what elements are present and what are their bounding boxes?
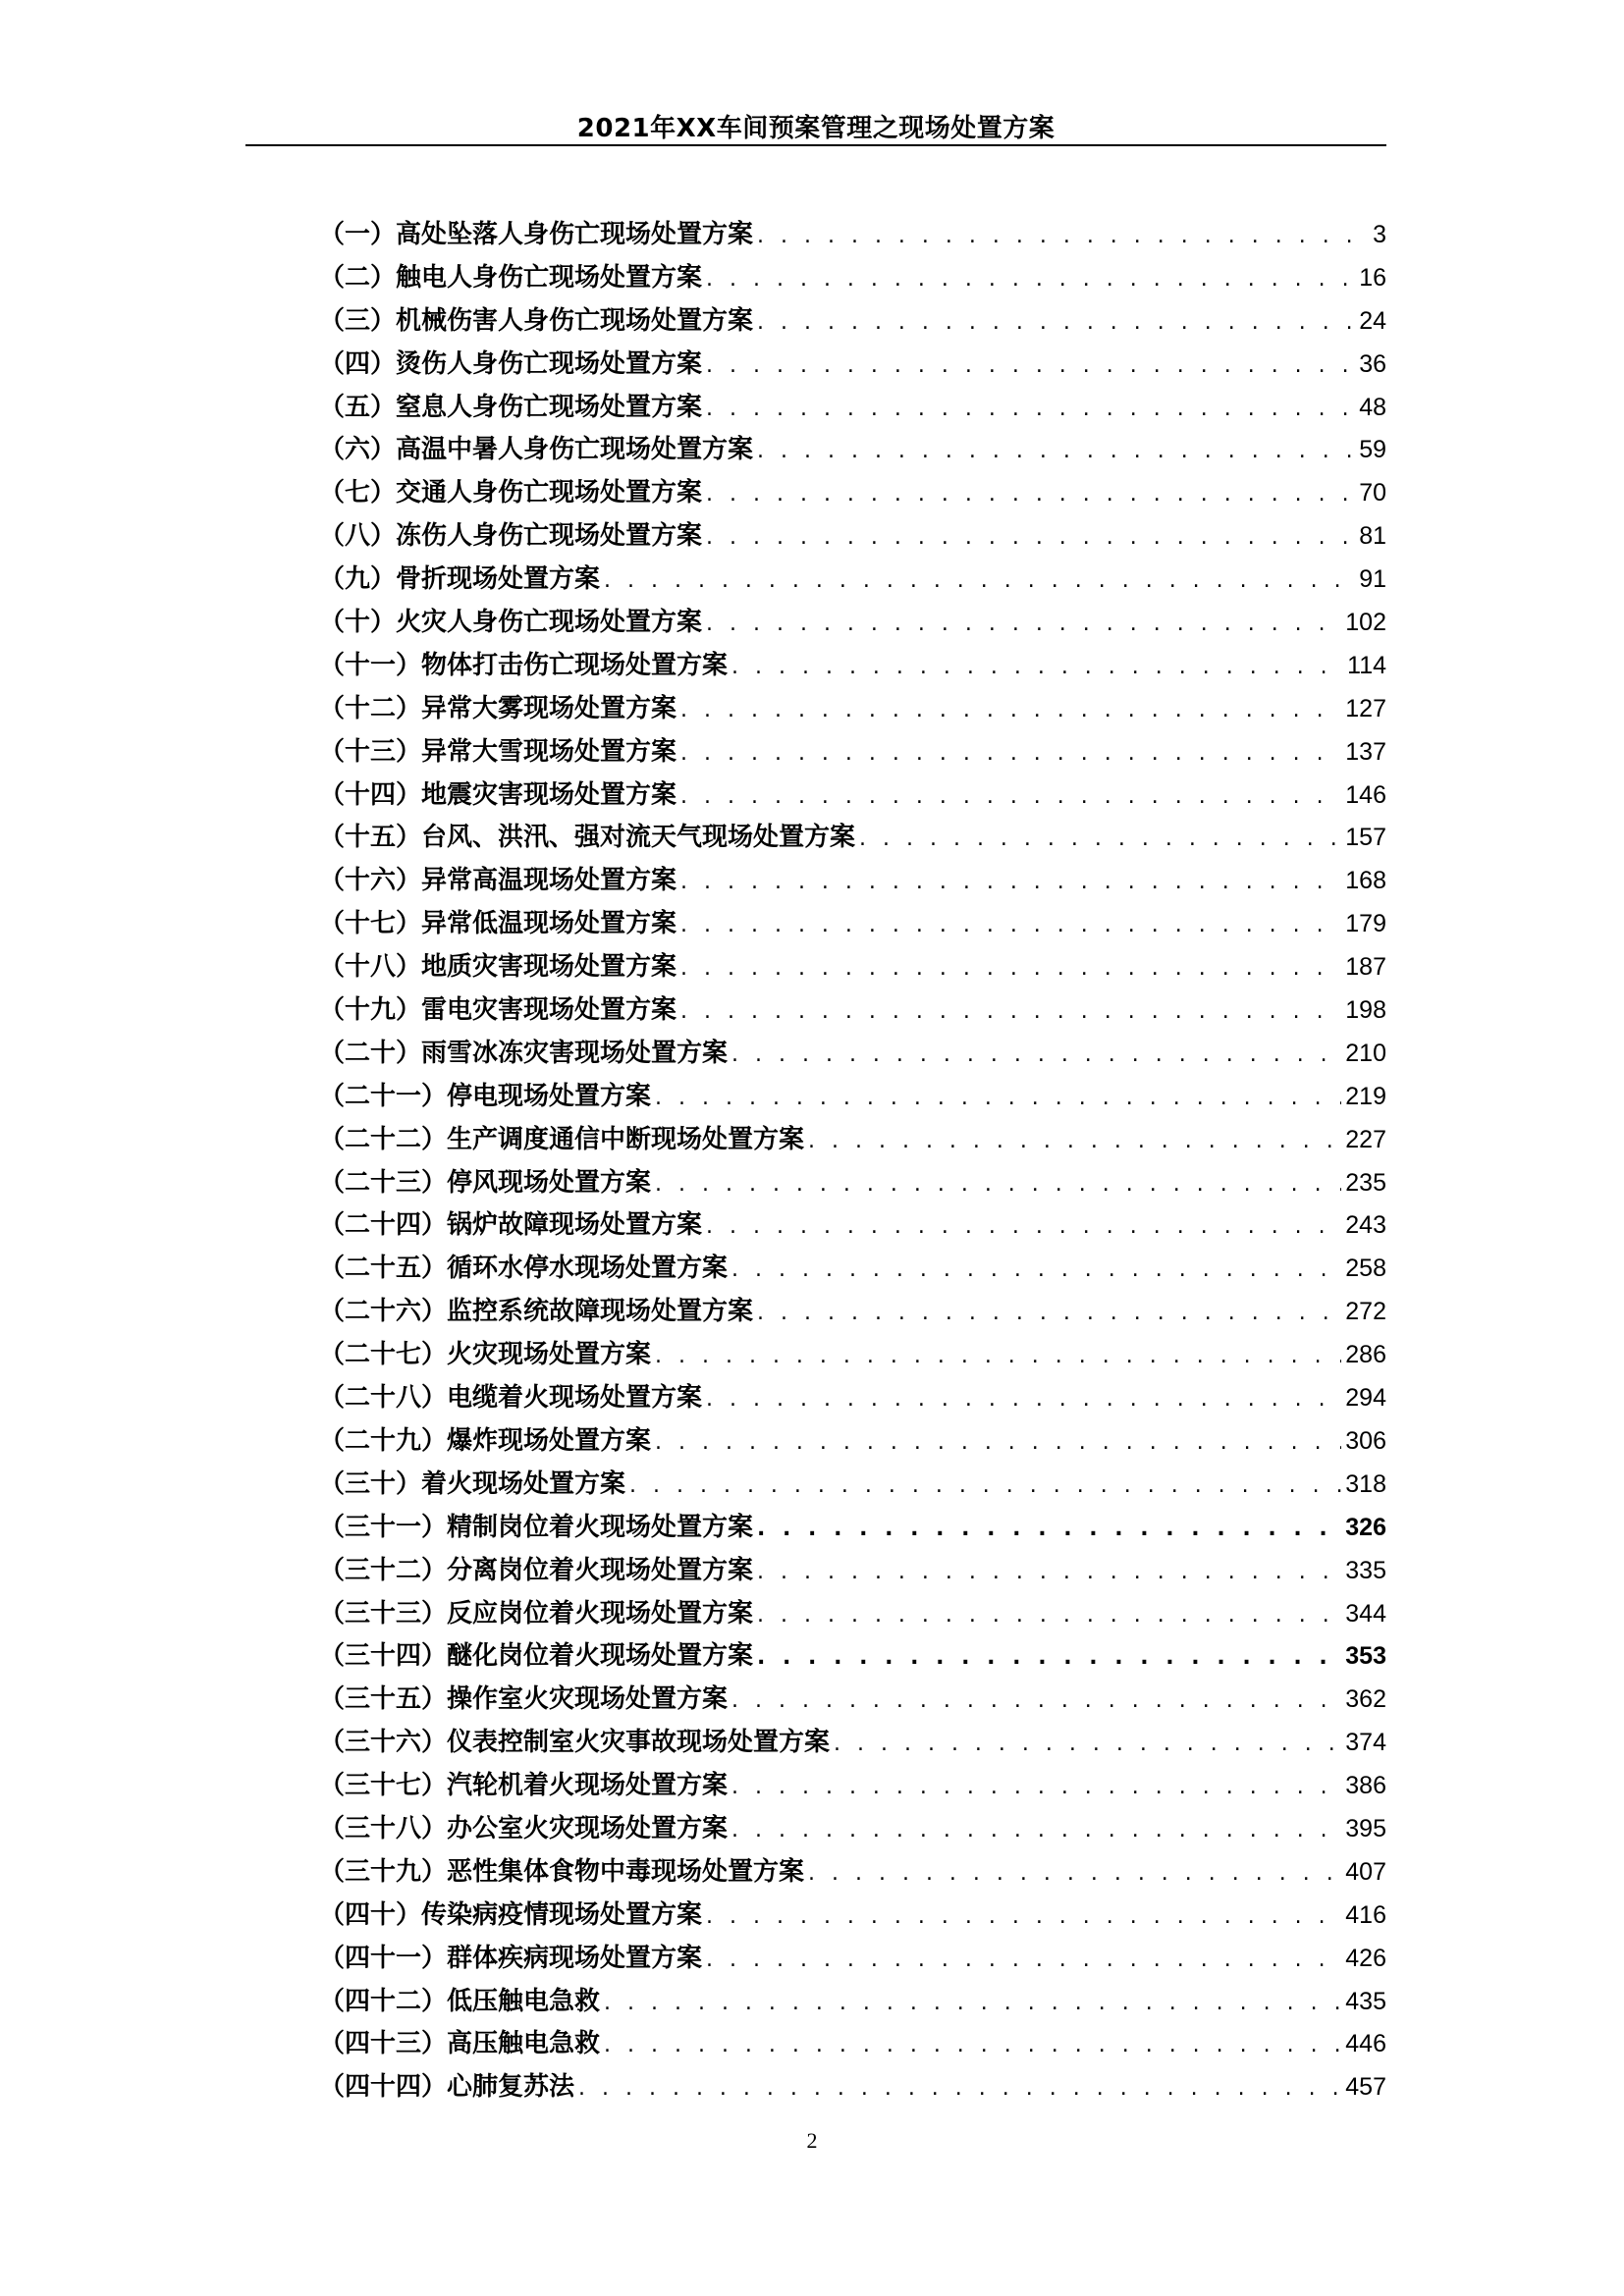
- toc-entry-page: 127: [1345, 694, 1386, 722]
- toc-entry[interactable]: [319, 817, 1386, 860]
- toc-entry[interactable]: [319, 559, 1386, 602]
- toc-entry-page: 395: [1345, 1814, 1386, 1842]
- toc-entry[interactable]: [319, 1464, 1386, 1507]
- toc-entry[interactable]: [319, 1076, 1386, 1119]
- toc-dot-leader: [808, 1852, 1341, 1896]
- toc-entry[interactable]: [319, 1507, 1386, 1550]
- toc-entry[interactable]: [319, 515, 1386, 559]
- toc-entry-title: （二十）雨雪冰冻灾害现场处置方案: [319, 1038, 729, 1068]
- toc-dot-leader: [706, 1939, 1341, 1982]
- toc-entry[interactable]: [319, 1420, 1386, 1464]
- toc-dot-leader: [578, 2067, 1341, 2110]
- toc-dot-leader: [604, 1982, 1341, 2025]
- toc-entry[interactable]: [319, 946, 1386, 989]
- toc-dot-leader: [706, 345, 1355, 388]
- toc-dot-leader: [757, 1594, 1341, 1637]
- table-of-contents: [319, 214, 1386, 2109]
- toc-entry-page: 318: [1345, 1469, 1386, 1498]
- toc-entry-page: 426: [1345, 1944, 1386, 1972]
- toc-entry-title: （五）窒息人身伤亡现场处置方案: [319, 392, 703, 422]
- toc-dot-leader: [706, 603, 1341, 646]
- toc-entry-title: （三十六）仪表控制室火灾事故现场处置方案: [319, 1728, 831, 1758]
- toc-entry-title: （二十一）停电现场处置方案: [319, 1081, 652, 1111]
- toc-entry-title: （三十）着火现场处置方案: [319, 1468, 626, 1499]
- toc-dot-leader: [731, 1249, 1341, 1292]
- toc-entry-title: （三十八）办公室火灾现场处置方案: [319, 1813, 729, 1843]
- toc-entry[interactable]: [319, 903, 1386, 946]
- toc-entry-page: 353: [1345, 1642, 1386, 1671]
- toc-entry-title: （三十九）恶性集体食物中毒现场处置方案: [319, 1856, 805, 1887]
- toc-entry-title: （十八）地质灾害现场处置方案: [319, 952, 677, 983]
- toc-dot-leader: [859, 818, 1341, 861]
- toc-entry[interactable]: [319, 1679, 1386, 1722]
- toc-entry-title: （四十四）心肺复苏法: [319, 2072, 575, 2103]
- toc-entry[interactable]: [319, 257, 1386, 300]
- toc-entry-page: 227: [1345, 1125, 1386, 1153]
- toc-entry-title: （十三）异常大雪现场处置方案: [319, 736, 677, 767]
- toc-entry-page: 386: [1345, 1772, 1386, 1800]
- toc-dot-leader: [706, 1205, 1341, 1249]
- toc-entry[interactable]: [319, 1162, 1386, 1205]
- toc-dot-leader: [757, 1551, 1341, 1594]
- toc-entry-title: （三）机械伤害人身伤亡现场处置方案: [319, 305, 754, 336]
- page-header-title: 2021年XX车间预案管理之现场处置方案: [576, 114, 1056, 143]
- toc-entry-page: 157: [1345, 824, 1386, 852]
- toc-entry[interactable]: [319, 774, 1386, 818]
- toc-entry[interactable]: [319, 1635, 1386, 1679]
- toc-entry[interactable]: [319, 1119, 1386, 1162]
- toc-entry-title: （二十八）电缆着火现场处置方案: [319, 1383, 703, 1414]
- toc-dot-leader: [655, 1421, 1341, 1465]
- toc-entry-title: （八）冻伤人身伤亡现场处置方案: [319, 521, 703, 552]
- toc-entry[interactable]: [319, 645, 1386, 688]
- toc-dot-leader: [757, 1636, 1341, 1680]
- toc-entry-page: 81: [1359, 522, 1386, 551]
- toc-entry-title: （十一）物体打击伤亡现场处置方案: [319, 650, 729, 680]
- toc-entry-page: 306: [1345, 1426, 1386, 1455]
- toc-entry[interactable]: [319, 472, 1386, 515]
- toc-entry-title: （十二）异常大雾现场处置方案: [319, 693, 677, 723]
- toc-entry-title: （三十七）汽轮机着火现场处置方案: [319, 1771, 729, 1801]
- toc-entry-page: 210: [1345, 1039, 1386, 1067]
- toc-entry-page: 3: [1373, 221, 1386, 248]
- toc-dot-leader: [757, 215, 1369, 258]
- toc-dot-leader: [808, 1120, 1341, 1163]
- toc-entry-title: （三十三）反应岗位着火现场处置方案: [319, 1598, 754, 1629]
- toc-dot-leader: [680, 947, 1341, 990]
- toc-entry-page: 335: [1345, 1556, 1386, 1584]
- toc-entry-title: （四十三）高压触电急救: [319, 2029, 601, 2059]
- toc-entry-title: （二十七）火灾现场处置方案: [319, 1340, 652, 1370]
- toc-dot-leader: [757, 1508, 1341, 1551]
- toc-entry-page: 59: [1359, 436, 1386, 464]
- toc-entry-title: （九）骨折现场处置方案: [319, 564, 601, 595]
- toc-entry-title: （十五）台风、洪汛、强对流天气现场处置方案: [319, 823, 856, 853]
- toc-entry-title: （六）高温中暑人身伤亡现场处置方案: [319, 435, 754, 465]
- toc-dot-leader: [680, 990, 1341, 1034]
- toc-entry-title: （三十一）精制岗位着火现场处置方案: [319, 1512, 754, 1542]
- toc-entry-title: （四）烫伤人身伤亡现场处置方案: [319, 348, 703, 379]
- toc-entry-page: 48: [1359, 393, 1386, 421]
- toc-entry-page: 146: [1345, 780, 1386, 809]
- toc-entry-title: （二十二）生产调度通信中断现场处置方案: [319, 1124, 805, 1154]
- toc-entry-title: （十九）雷电灾害现场处置方案: [319, 995, 677, 1026]
- toc-entry[interactable]: [319, 214, 1386, 257]
- toc-entry[interactable]: [319, 1033, 1386, 1076]
- toc-entry[interactable]: [319, 344, 1386, 387]
- toc-entry[interactable]: [319, 602, 1386, 645]
- toc-dot-leader: [680, 689, 1341, 732]
- toc-dot-leader: [680, 904, 1341, 947]
- toc-entry-page: 407: [1345, 1857, 1386, 1886]
- header-divider: [245, 144, 1386, 146]
- toc-dot-leader: [706, 1378, 1341, 1421]
- toc-entry-page: 36: [1359, 349, 1386, 378]
- toc-entry[interactable]: [319, 1204, 1386, 1248]
- toc-dot-leader: [680, 775, 1341, 819]
- toc-entry[interactable]: [319, 731, 1386, 774]
- toc-dot-leader: [706, 1896, 1341, 1939]
- toc-entry-page: 235: [1345, 1168, 1386, 1197]
- toc-dot-leader: [604, 2024, 1341, 2067]
- toc-entry-page: 114: [1347, 651, 1386, 679]
- toc-dot-leader: [706, 388, 1355, 431]
- toc-entry[interactable]: [319, 1938, 1386, 1981]
- toc-entry[interactable]: [319, 1851, 1386, 1895]
- toc-dot-leader: [731, 1766, 1341, 1809]
- toc-entry[interactable]: [319, 1377, 1386, 1420]
- toc-entry-page: 294: [1345, 1384, 1386, 1413]
- toc-entry[interactable]: [319, 2023, 1386, 2066]
- toc-entry-page: 416: [1345, 1900, 1386, 1929]
- toc-dot-leader: [757, 1292, 1341, 1335]
- toc-entry-page: 179: [1345, 910, 1386, 938]
- toc-entry-title: （十六）异常高温现场处置方案: [319, 866, 677, 896]
- toc-entry-page: 243: [1345, 1211, 1386, 1240]
- toc-entry-page: 24: [1359, 306, 1386, 335]
- toc-entry-title: （二十五）循环水停水现场处置方案: [319, 1254, 729, 1284]
- toc-entry-page: 326: [1345, 1513, 1386, 1541]
- toc-entry-title: （四十二）低压触电急救: [319, 1986, 601, 2016]
- toc-dot-leader: [655, 1163, 1341, 1206]
- toc-entry-page: 168: [1345, 867, 1386, 895]
- toc-entry-page: 70: [1359, 479, 1386, 507]
- toc-entry-page: 374: [1345, 1729, 1386, 1757]
- toc-entry-title: （二）触电人身伤亡现场处置方案: [319, 262, 703, 293]
- toc-entry-page: 258: [1345, 1255, 1386, 1283]
- toc-dot-leader: [706, 516, 1355, 560]
- toc-entry[interactable]: [319, 429, 1386, 472]
- toc-entry[interactable]: [319, 688, 1386, 731]
- toc-entry-page: 457: [1345, 2073, 1386, 2102]
- toc-entry-page: 198: [1345, 996, 1386, 1025]
- toc-dot-leader: [680, 861, 1341, 904]
- toc-entry-title: （十）火灾人身伤亡现场处置方案: [319, 608, 703, 638]
- toc-entry-page: 102: [1345, 609, 1386, 637]
- toc-entry[interactable]: [319, 387, 1386, 430]
- toc-entry-title: （三十四）醚化岗位着火现场处置方案: [319, 1641, 754, 1672]
- toc-entry-title: （十七）异常低温现场处置方案: [319, 909, 677, 939]
- toc-entry-title: （三十二）分离岗位着火现场处置方案: [319, 1555, 754, 1585]
- toc-dot-leader: [604, 560, 1355, 603]
- toc-entry[interactable]: [319, 989, 1386, 1033]
- toc-entry-page: 16: [1359, 263, 1386, 292]
- toc-entry-title: （十四）地震灾害现场处置方案: [319, 779, 677, 810]
- toc-entry[interactable]: [319, 1981, 1386, 2024]
- toc-entry-page: 219: [1345, 1082, 1386, 1110]
- toc-entry[interactable]: [319, 1593, 1386, 1636]
- toc-entry-page: 286: [1345, 1341, 1386, 1369]
- toc-dot-leader: [731, 646, 1343, 689]
- toc-dot-leader: [731, 1809, 1341, 1852]
- toc-entry[interactable]: [319, 1765, 1386, 1808]
- toc-entry-page: 362: [1345, 1685, 1386, 1714]
- toc-entry-page: 272: [1345, 1298, 1386, 1326]
- toc-dot-leader: [834, 1723, 1341, 1766]
- toc-entry-page: 137: [1345, 737, 1386, 766]
- toc-entry-page: 91: [1359, 565, 1386, 594]
- toc-entry[interactable]: [319, 1334, 1386, 1377]
- toc-entry-title: （一）高处坠落人身伤亡现场处置方案: [319, 220, 754, 249]
- toc-entry[interactable]: [319, 2066, 1386, 2109]
- toc-entry-title: （二十六）监控系统故障现场处置方案: [319, 1297, 754, 1327]
- toc-dot-leader: [629, 1465, 1341, 1508]
- toc-entry[interactable]: [319, 1722, 1386, 1765]
- toc-entry-title: （二十九）爆炸现场处置方案: [319, 1425, 652, 1456]
- toc-entry[interactable]: [319, 1248, 1386, 1291]
- toc-dot-leader: [731, 1680, 1341, 1723]
- toc-entry[interactable]: [319, 1550, 1386, 1593]
- toc-dot-leader: [655, 1335, 1341, 1378]
- toc-entry-page: 344: [1345, 1599, 1386, 1628]
- toc-dot-leader: [757, 430, 1355, 473]
- toc-entry[interactable]: [319, 860, 1386, 903]
- toc-entry-title: （四十一）群体疾病现场处置方案: [319, 1943, 703, 1973]
- toc-entry[interactable]: [319, 1895, 1386, 1938]
- toc-entry[interactable]: [319, 1291, 1386, 1334]
- toc-dot-leader: [680, 732, 1341, 775]
- toc-entry-title: （二十三）停风现场处置方案: [319, 1167, 652, 1198]
- toc-entry-title: （三十五）操作室火灾现场处置方案: [319, 1684, 729, 1715]
- toc-dot-leader: [757, 301, 1355, 345]
- toc-entry-title: （七）交通人身伤亡现场处置方案: [319, 478, 703, 508]
- toc-dot-leader: [655, 1077, 1341, 1120]
- toc-entry[interactable]: [319, 1808, 1386, 1851]
- toc-dot-leader: [731, 1034, 1341, 1077]
- toc-entry-title: （二十四）锅炉故障现场处置方案: [319, 1210, 703, 1241]
- page-number: 2: [806, 2128, 818, 2153]
- toc-dot-leader: [706, 473, 1355, 516]
- toc-entry-page: 187: [1345, 953, 1386, 982]
- toc-entry[interactable]: [319, 300, 1386, 344]
- toc-dot-leader: [706, 258, 1355, 301]
- toc-entry-page: 435: [1345, 1987, 1386, 2015]
- toc-entry-title: （四十）传染病疫情现场处置方案: [319, 1899, 703, 1930]
- toc-entry-page: 446: [1345, 2030, 1386, 2058]
